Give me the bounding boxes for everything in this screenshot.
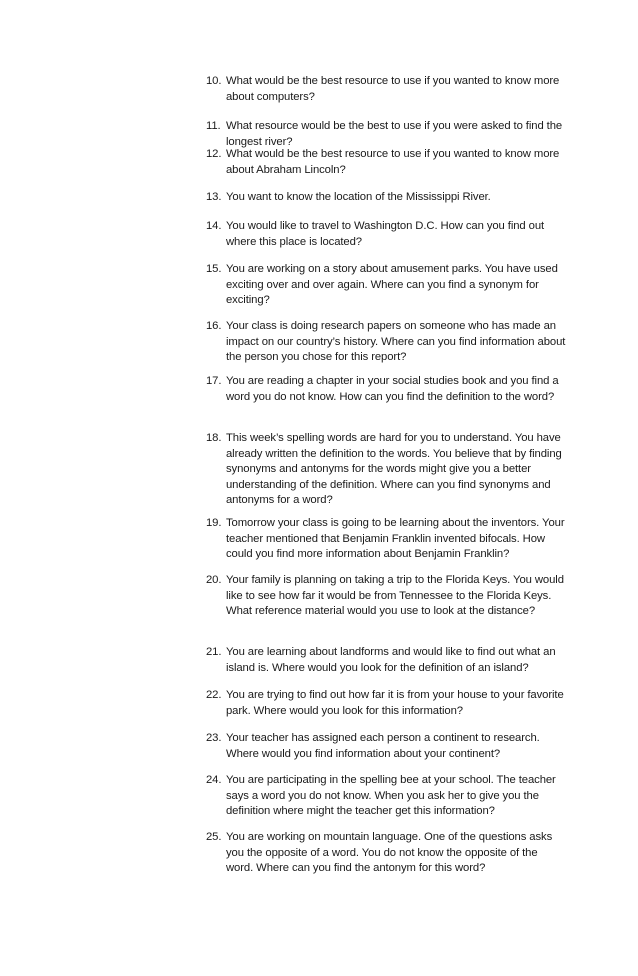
question-number: 13. [206,191,222,203]
question-number: 16. [206,320,222,332]
question-text: Your teacher has assigned each person a continent to research. Where would you find information about your continent? [226,732,540,760]
question-number: 10. [206,75,222,87]
question-15 [206,262,566,309]
question-text: You would like to travel to Washington D.C. How can you find out where this place is located? [226,220,545,248]
question-number: 11. [206,120,221,132]
question-19 [206,516,566,563]
question-20 [206,573,566,620]
question-text: Tomorrow your class is going to be learning about the inventors. Your teacher mentioned that Benjamin Franklin invented bifocals. How could you find more information about Benjamin Franklin? [226,517,565,561]
question-text: You are reading a chapter in your social studies book and you find a word you do not know. How can you find the definition to the word? [226,375,559,403]
question-13 [206,190,566,206]
question-text: You are learning about landforms and would like to find out what an island is. Where would you look for the definition of an island? [226,646,556,674]
question-text: This week’s spelling words are hard for you to understand. You have already written the definition to the words. You believe that by finding synonyms and antonyms for the words might give you a better understanding of the definition. Where can you find synonyms and antonyms for a word? [226,432,562,507]
question-number: 18. [206,432,222,444]
question-number: 15. [206,263,222,275]
question-10 [206,74,566,105]
question-number: 22. [206,689,222,701]
question-number: 25. [206,831,222,843]
question-number: 20. [206,574,222,586]
question-11 [206,119,566,150]
question-number: 19. [206,517,222,529]
question-22 [206,688,566,719]
question-18 [206,431,566,509]
question-number: 24. [206,774,222,786]
question-text: You are participating in the spelling bee at your school. The teacher says a word you do not know. When you ask her to give you the definition where might the teacher get this information? [226,774,556,818]
question-24 [206,773,566,820]
question-25 [206,830,566,877]
question-23 [206,731,566,762]
question-text: What would be the best resource to use if you wanted to know more about Abraham Lincoln? [226,148,560,176]
question-number: 14. [206,220,222,232]
question-text: Your class is doing research papers on someone who has made an impact on our country’s history. Where can you find information about the person you chose for this report? [226,320,566,364]
question-17 [206,374,566,405]
question-14 [206,219,566,250]
question-number: 12. [206,148,222,160]
question-21 [206,645,566,676]
question-text: You are working on mountain language. One of the questions asks you the opposite of a word. You do not know the opposite of the word. Where can you find the antonym for this word? [226,831,553,875]
question-16 [206,319,566,366]
question-text: You are trying to find out how far it is from your house to your favorite park. Where would you look for this information? [226,689,564,717]
question-number: 21. [206,646,222,658]
question-text: What would be the best resource to use if you wanted to know more about computers? [226,75,560,103]
question-number: 23. [206,732,222,744]
question-text: You are working on a story about amusement parks. You have used exciting over and over again. Where can you find a synonym for exciting? [226,263,558,307]
question-text: What resource would be the best to use if you were asked to find the longest river? [226,120,563,148]
question-12 [206,147,566,178]
question-text: You want to know the location of the Mississippi River. [226,191,491,203]
question-number: 17. [206,375,222,387]
question-text: Your family is planning on taking a trip to the Florida Keys. You would like to see how far it would be from Tennessee to the Florida Keys. What reference material would you use to look at the distance? [226,574,564,618]
